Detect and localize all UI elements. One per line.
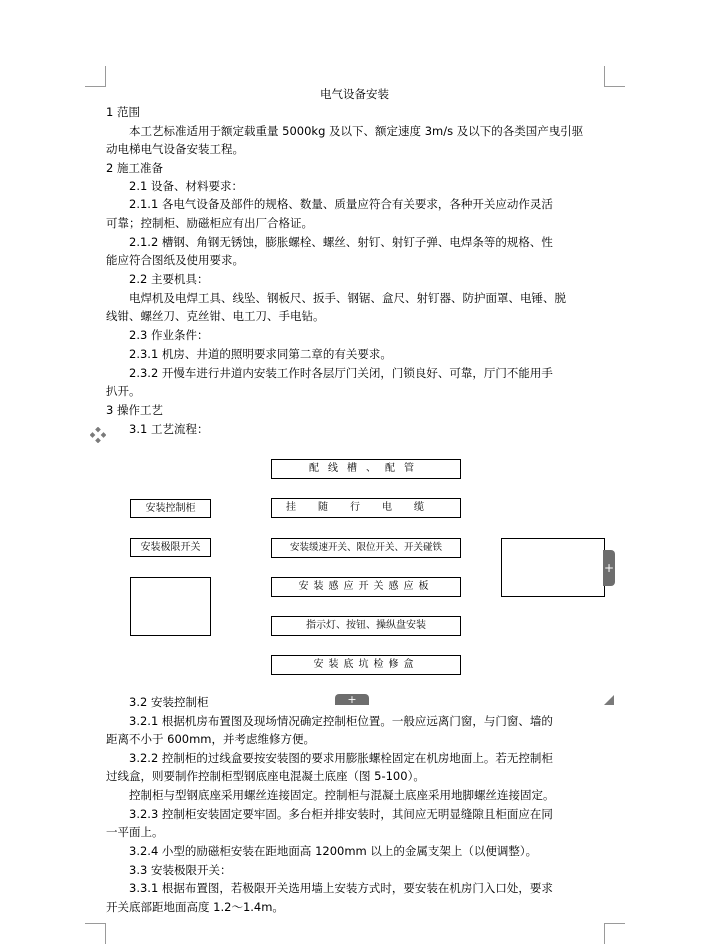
- paragraph-line: 可靠；控制柜、励磁柜应有出厂合格证。: [106, 216, 313, 230]
- paragraph-line: 2.1.1 各电气设备及部件的规格、数量、质量应符合有关要求，各种开关应动作灵活: [129, 197, 553, 211]
- paragraph-line: 控制柜与型钢底座采用螺丝连接固定。控制柜与混凝土底座采用地脚螺丝连接固定。: [129, 788, 555, 802]
- paragraph-line: 2.3.2 开慢车进行井道内安装工作时各层厅门关闭，门锁良好、可靠，厅门不能用手: [129, 366, 553, 380]
- resize-corner-icon[interactable]: [604, 694, 614, 704]
- document-title: 电气设备安装: [320, 87, 389, 101]
- section-heading-1: 1 范围: [106, 105, 140, 119]
- flow-step-limit-switch: 安装极限开关: [130, 538, 211, 557]
- paragraph-line: 开关底部距地面高度 1.2～1.4m。: [106, 900, 284, 914]
- flow-step-hang-cable: 挂随行电缆: [271, 498, 461, 518]
- crop-mark-bottom-left: [85, 923, 106, 944]
- flow-step-empty-left: [130, 577, 211, 636]
- paragraph-line: 3.3.1 根据布置图，若极限开关选用墙上安装方式时，要安装在机房门入口处，要求: [129, 881, 553, 895]
- flow-step-wiring-conduit: 配线槽、配管: [271, 459, 461, 479]
- flow-step-control-cabinet: 安装控制柜: [130, 499, 211, 518]
- subsection-heading: 3.3 安装极限开关：: [129, 863, 232, 877]
- paragraph-line: 2.3.1 机房、井道的照明要求同第二章的有关要求。: [129, 347, 392, 361]
- flow-step-induction-plate: 安装感应开关感应板: [271, 577, 461, 597]
- bottom-add-tab[interactable]: [335, 694, 369, 705]
- flow-step-indicator-panel: 指示灯、按钮、操纵盘安装: [271, 616, 461, 636]
- paragraph-line: 本工艺标准适用于额定载重量 5000kg 及以下、额定速度 3m/s 及以下的各类国产曳引驱: [129, 124, 584, 138]
- paragraph-line: 3.2.4 小型的励磁柜安装在距地面高 1200mm 以上的金属支架上（以便调整）。: [129, 844, 538, 858]
- subsection-heading: 2.1 设备、材料要求：: [129, 179, 243, 193]
- paragraph-line: 2.1.2 槽钢、角钢无锈蚀，膨胀螺栓、螺丝、射钉、射钉子弹、电焊条等的规格、性: [129, 235, 553, 249]
- flow-step-empty-right: [501, 538, 605, 597]
- paragraph-line: 扒开。: [106, 384, 141, 398]
- paragraph-line: 线钳、螺丝刀、克丝钳、电工刀、手电钻。: [106, 309, 325, 323]
- subsection-heading: 2.2 主要机具：: [129, 272, 209, 286]
- move-handle-icon[interactable]: [90, 427, 106, 443]
- paragraph-line: 距离不小于 600mm，并考虑维修方便。: [106, 732, 316, 746]
- section-heading-3: 3 操作工艺: [106, 403, 163, 417]
- crop-mark-bottom-right: [604, 923, 625, 944]
- subsection-heading: 2.3 作业条件：: [129, 328, 209, 342]
- paragraph-line: 能应符合图纸及使用要求。: [106, 253, 244, 267]
- paragraph-line: 动电梯电气设备安装工程。: [106, 142, 244, 156]
- subsection-heading: 3.2 安装控制柜: [129, 695, 209, 709]
- section-heading-2: 2 施工准备: [106, 161, 163, 175]
- side-add-tab[interactable]: [603, 550, 615, 586]
- paragraph-line: 过线盒，则要制作控制柜型钢底座电混凝土底座（图 5-100）。: [106, 769, 425, 783]
- paragraph-line: 一平面上。: [106, 825, 164, 839]
- flow-step-switches: 安装缓速开关、限位开关、开关碰铁: [271, 538, 461, 558]
- paragraph-line: 3.2.1 根据机房布置图及现场情况确定控制柜位置。一般应远离门窗，与门窗、墙的: [129, 714, 553, 728]
- subsection-heading: 3.1 工艺流程：: [129, 422, 209, 436]
- paragraph-line: 电焊机及电焊工具、线坠、钢板尺、扳手、钢锯、盒尺、射钉器、防护面罩、电锤、脱: [129, 291, 566, 305]
- crop-mark-top-left: [85, 66, 106, 87]
- paragraph-line: 3.2.2 控制柜的过线盒要按安装图的要求用膨胀螺栓固定在机房地面上。若无控制柜: [129, 751, 553, 765]
- plus-icon: +: [603, 561, 615, 575]
- flow-step-pit-box: 安装底坑检修盒: [271, 655, 461, 675]
- plus-icon: +: [347, 693, 357, 706]
- paragraph-line: 3.2.3 控制柜安装固定要牢固。多台柜并排安装时，其间应无明显缝隙且柜面应在同: [129, 807, 553, 821]
- crop-mark-top-right: [604, 66, 625, 87]
